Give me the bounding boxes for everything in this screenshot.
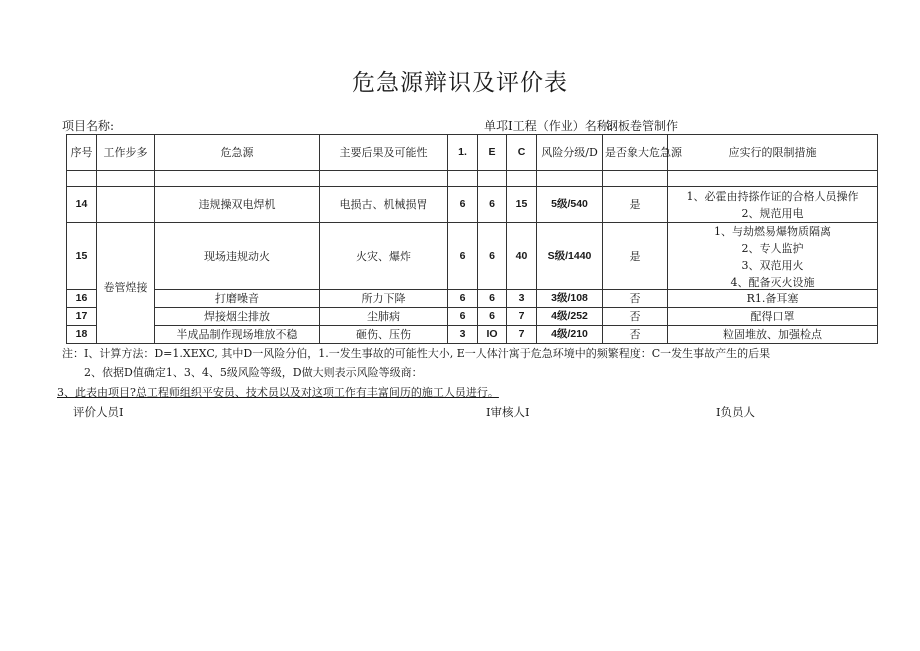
row-consequence: 火灾、爆炸 xyxy=(320,223,448,290)
row-major: 否 xyxy=(603,290,668,308)
row-l: 6 xyxy=(448,223,478,290)
table-row xyxy=(67,308,878,326)
hazard-table xyxy=(66,134,878,344)
row-measures: 配得口罩 xyxy=(668,308,878,326)
row-e: IO xyxy=(478,326,507,344)
row-c: 15 xyxy=(507,187,537,223)
row-l: 6 xyxy=(448,308,478,326)
row-risk: S级/1440 xyxy=(537,223,603,290)
row-risk: 5级/540 xyxy=(537,187,603,223)
row-consequence: 所力下降 xyxy=(320,290,448,308)
row-risk: 4级/252 xyxy=(537,308,603,326)
row-seq: 14 xyxy=(67,187,97,223)
row-hazard: 半成品制作现场堆放不稳 xyxy=(155,326,320,344)
unit-name-value: 钢板卷管制作 xyxy=(606,119,679,133)
table-header-row xyxy=(67,135,878,171)
row-hazard: 打磨噪音 xyxy=(155,290,320,308)
blank-row xyxy=(67,171,878,187)
project-name-label: 项目名称: xyxy=(62,119,115,133)
row-e: 6 xyxy=(478,223,507,290)
row-measures: R1.备耳塞 xyxy=(668,290,878,308)
measure-item: 2、规范用电 xyxy=(741,206,804,220)
row-consequence: 电损古、机械损胃 xyxy=(320,187,448,223)
row-consequence: 砸伤、压伤 xyxy=(320,326,448,344)
row-l: 6 xyxy=(448,290,478,308)
measure-item: 4、配备灭火设施 xyxy=(730,276,815,289)
measure-item: 1、必霍由持搽作证的合格人员操作 xyxy=(686,189,859,203)
unit-name-label: 单邛I工程（作业）名称: xyxy=(484,119,613,133)
row-major: 否 xyxy=(603,308,668,326)
table-row xyxy=(67,223,878,290)
header-risk: 风险分级/D xyxy=(537,135,603,171)
table-row xyxy=(67,326,878,344)
row-hazard: 违规操双电焊机 xyxy=(155,187,320,223)
page-title: 危急源辩识及评价表 xyxy=(352,70,568,96)
note-3: 3、此表由项目?总工程师组织平安员、技术员以及对这项工作有丰富间历的施工人员进行。 xyxy=(57,386,499,399)
row-step xyxy=(97,187,155,223)
header-major: 是否象大危急源 xyxy=(603,135,668,171)
row-e: 6 xyxy=(478,290,507,308)
measure-item: 2、专人监护 xyxy=(741,242,804,255)
note-1: 注：I、计算方法：D=1.XEXC, 其中D一风险分伯，1.一发生事故的可能性大小, E一人体汁寓于危急环境中的频繁程度：C一发生事故产生的后果 xyxy=(62,347,771,360)
row-seq: 15 xyxy=(67,223,97,290)
row-seq: 16 xyxy=(67,290,97,308)
row-major: 否 xyxy=(603,326,668,344)
row-c: 40 xyxy=(507,223,537,290)
header-hazard: 危急源 xyxy=(155,135,320,171)
row-seq: 18 xyxy=(67,326,97,344)
row-l: 3 xyxy=(448,326,478,344)
row-major: 是 xyxy=(603,223,668,290)
row-c: 7 xyxy=(507,326,537,344)
row-hazard: 焊接烟尘排放 xyxy=(155,308,320,326)
header-e: E xyxy=(478,135,507,171)
row-l: 6 xyxy=(448,187,478,223)
measure-item: 3、双范用火 xyxy=(741,259,804,272)
header-seq: 序号 xyxy=(67,135,97,171)
table-row xyxy=(67,187,878,223)
row-measures xyxy=(668,223,878,290)
header-c: C xyxy=(507,135,537,171)
row-c: 3 xyxy=(507,290,537,308)
reviewer-label: I审核人I xyxy=(486,405,530,419)
row-hazard: 现场违规动火 xyxy=(155,223,320,290)
row-seq: 17 xyxy=(67,308,97,326)
header-l: 1. xyxy=(448,135,478,171)
step-cell: 卷管煌接 xyxy=(97,223,155,344)
row-e: 6 xyxy=(478,308,507,326)
header-measures: 应实行的限制措施 xyxy=(668,135,878,171)
row-measures: 粒固堆放、加强检点 xyxy=(668,326,878,344)
responsible-label: I负员人 xyxy=(716,405,756,419)
table-row xyxy=(67,290,878,308)
header-consequence: 主要后果及可能性 xyxy=(320,135,448,171)
evaluator-label: 评价人员I xyxy=(73,405,124,419)
row-consequence: 尘肺病 xyxy=(320,308,448,326)
row-risk: 4级/210 xyxy=(537,326,603,344)
row-e: 6 xyxy=(478,187,507,223)
row-risk: 3级/108 xyxy=(537,290,603,308)
header-step: 工作步多 xyxy=(97,135,155,171)
measure-item: 1、与劫燃易爆物质隔离 xyxy=(714,225,831,238)
row-c: 7 xyxy=(507,308,537,326)
row-major: 是 xyxy=(603,187,668,223)
note-2: 2、依据D值确定1、3、4、5级风险等级，D做大则表示风险等级商： xyxy=(84,366,423,379)
row-measures xyxy=(668,187,878,223)
